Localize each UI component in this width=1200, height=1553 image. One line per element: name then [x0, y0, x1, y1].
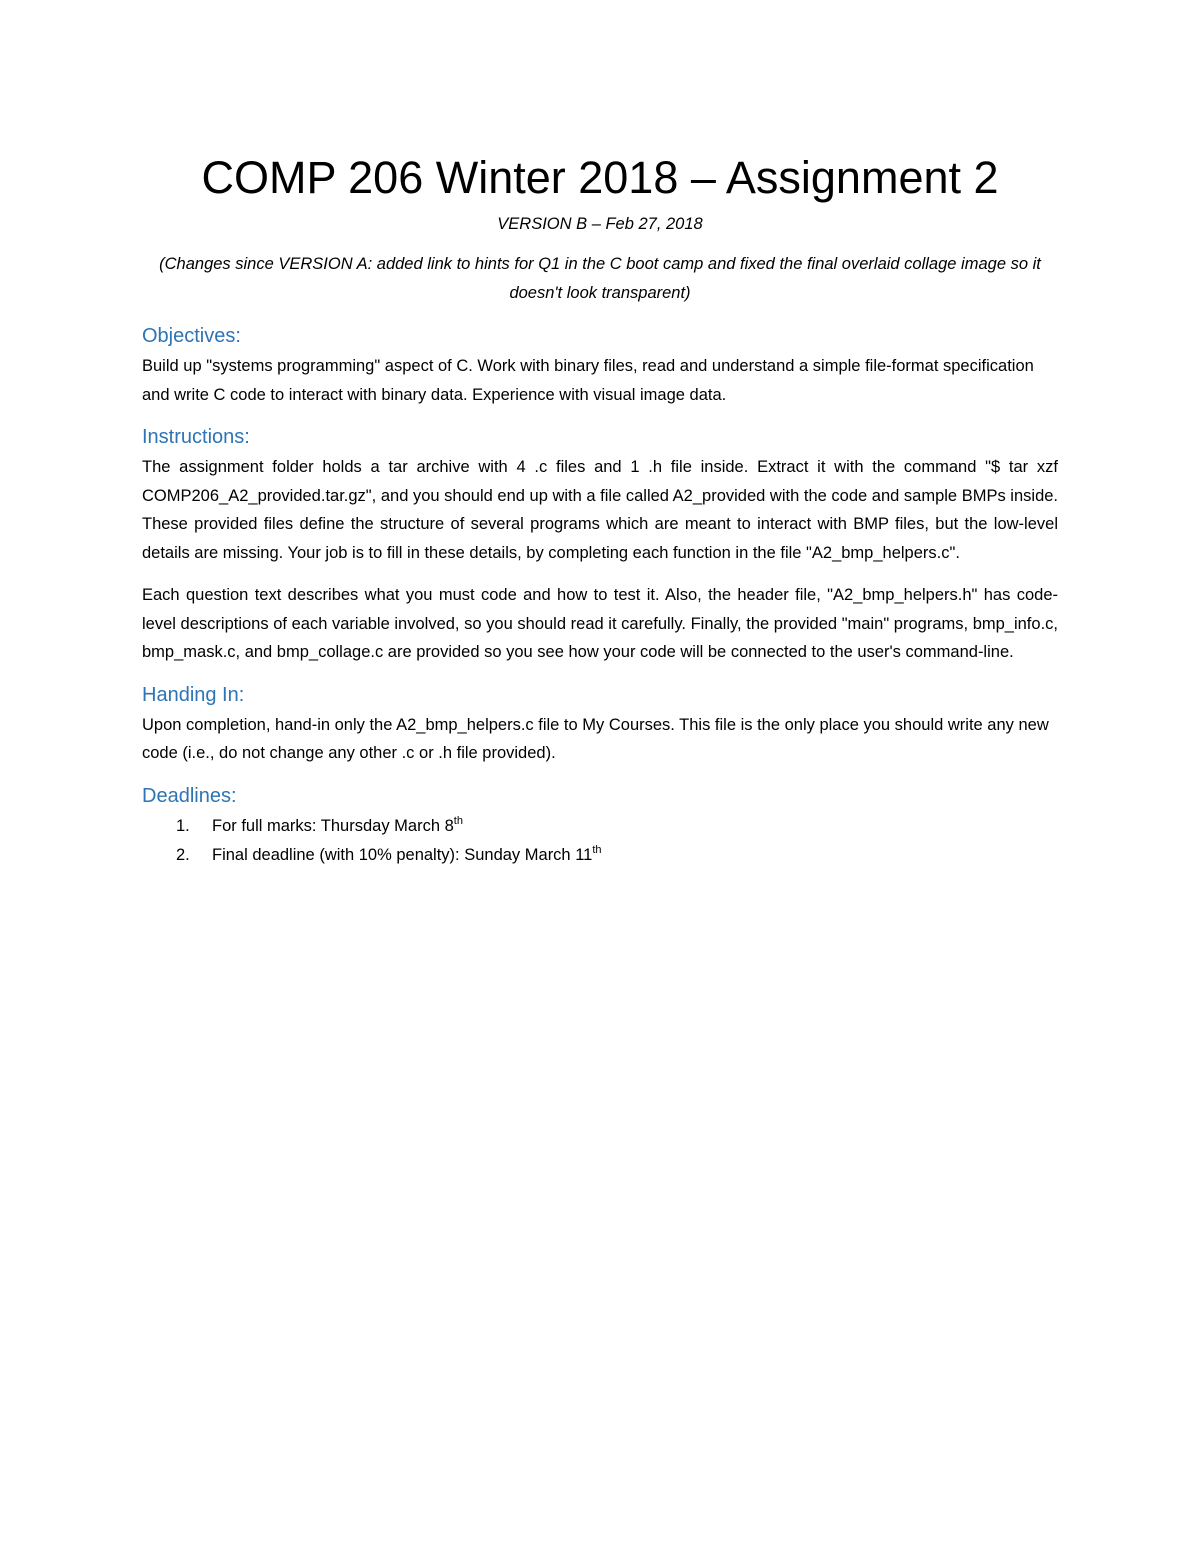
deadlines-heading: Deadlines: — [142, 784, 237, 807]
list-item — [142, 812, 1058, 841]
objectives-text: Build up "systems programming" aspect of C. Work with binary files, read and understand a simple file-format specification and write C code to interact with binary data. Experience with visual image data. — [142, 357, 1034, 404]
version-line: VERSION B – Feb 27, 2018 — [497, 215, 703, 233]
ordinal-suffix: th — [453, 814, 463, 827]
objectives-heading: Objectives: — [142, 325, 241, 347]
instructions-heading: Instructions: — [142, 426, 250, 448]
list-item-text: For full marks: Thursday March 8th — [212, 814, 463, 835]
document-page — [142, 150, 1058, 870]
document-title: COMP 206 Winter 2018 – Assignment 2 — [201, 152, 999, 203]
list-item-number: 1. — [176, 816, 190, 835]
handing-in-text: Upon completion, hand-in only the A2_bmp_helpers.c file to My Courses. This file is the only place you should write any new code (i.e., do not change any other .c or .h file provided). — [142, 715, 1049, 762]
deadlines-list — [142, 812, 1058, 870]
changes-note: (Changes since VERSION A: added link to hints for Q1 in the C boot camp and fixed the final overlaid collage image so it doesn't look transparent) — [159, 255, 1041, 302]
ordinal-suffix: th — [592, 843, 602, 856]
instructions-paragraph-2: Each question text describes what you must code and how to test it. Also, the header file, "A2_bmp_helpers.h" has code-level descriptions of each variable involved, so you should read it carefully. Finally, the provided "main" programs, bmp_info.c, bmp_mask.c, and bmp_collage.c are provided so you see how your code will be connected to the user's command-line. — [142, 586, 1058, 661]
list-item-number: 2. — [176, 845, 190, 864]
handing-in-heading: Handing In: — [142, 683, 245, 706]
instructions-paragraph-1: The assignment folder holds a tar archive with 4 .c files and 1 .h file inside. Extract it with the command "$ tar xzf COMP206_A2_provided.tar.gz", and you should end up with a file called A2_provided with the code and sample BMPs inside. These provided files define the structure of several programs which are meant to interact with BMP files, but the low-level details are missing. Your job is to fill in these details, by completing each function in the file "A2_bmp_helpers.c". — [142, 458, 1058, 562]
list-item — [142, 841, 1058, 870]
list-item-text: Final deadline (with 10% penalty): Sunday March 11th — [212, 843, 602, 864]
